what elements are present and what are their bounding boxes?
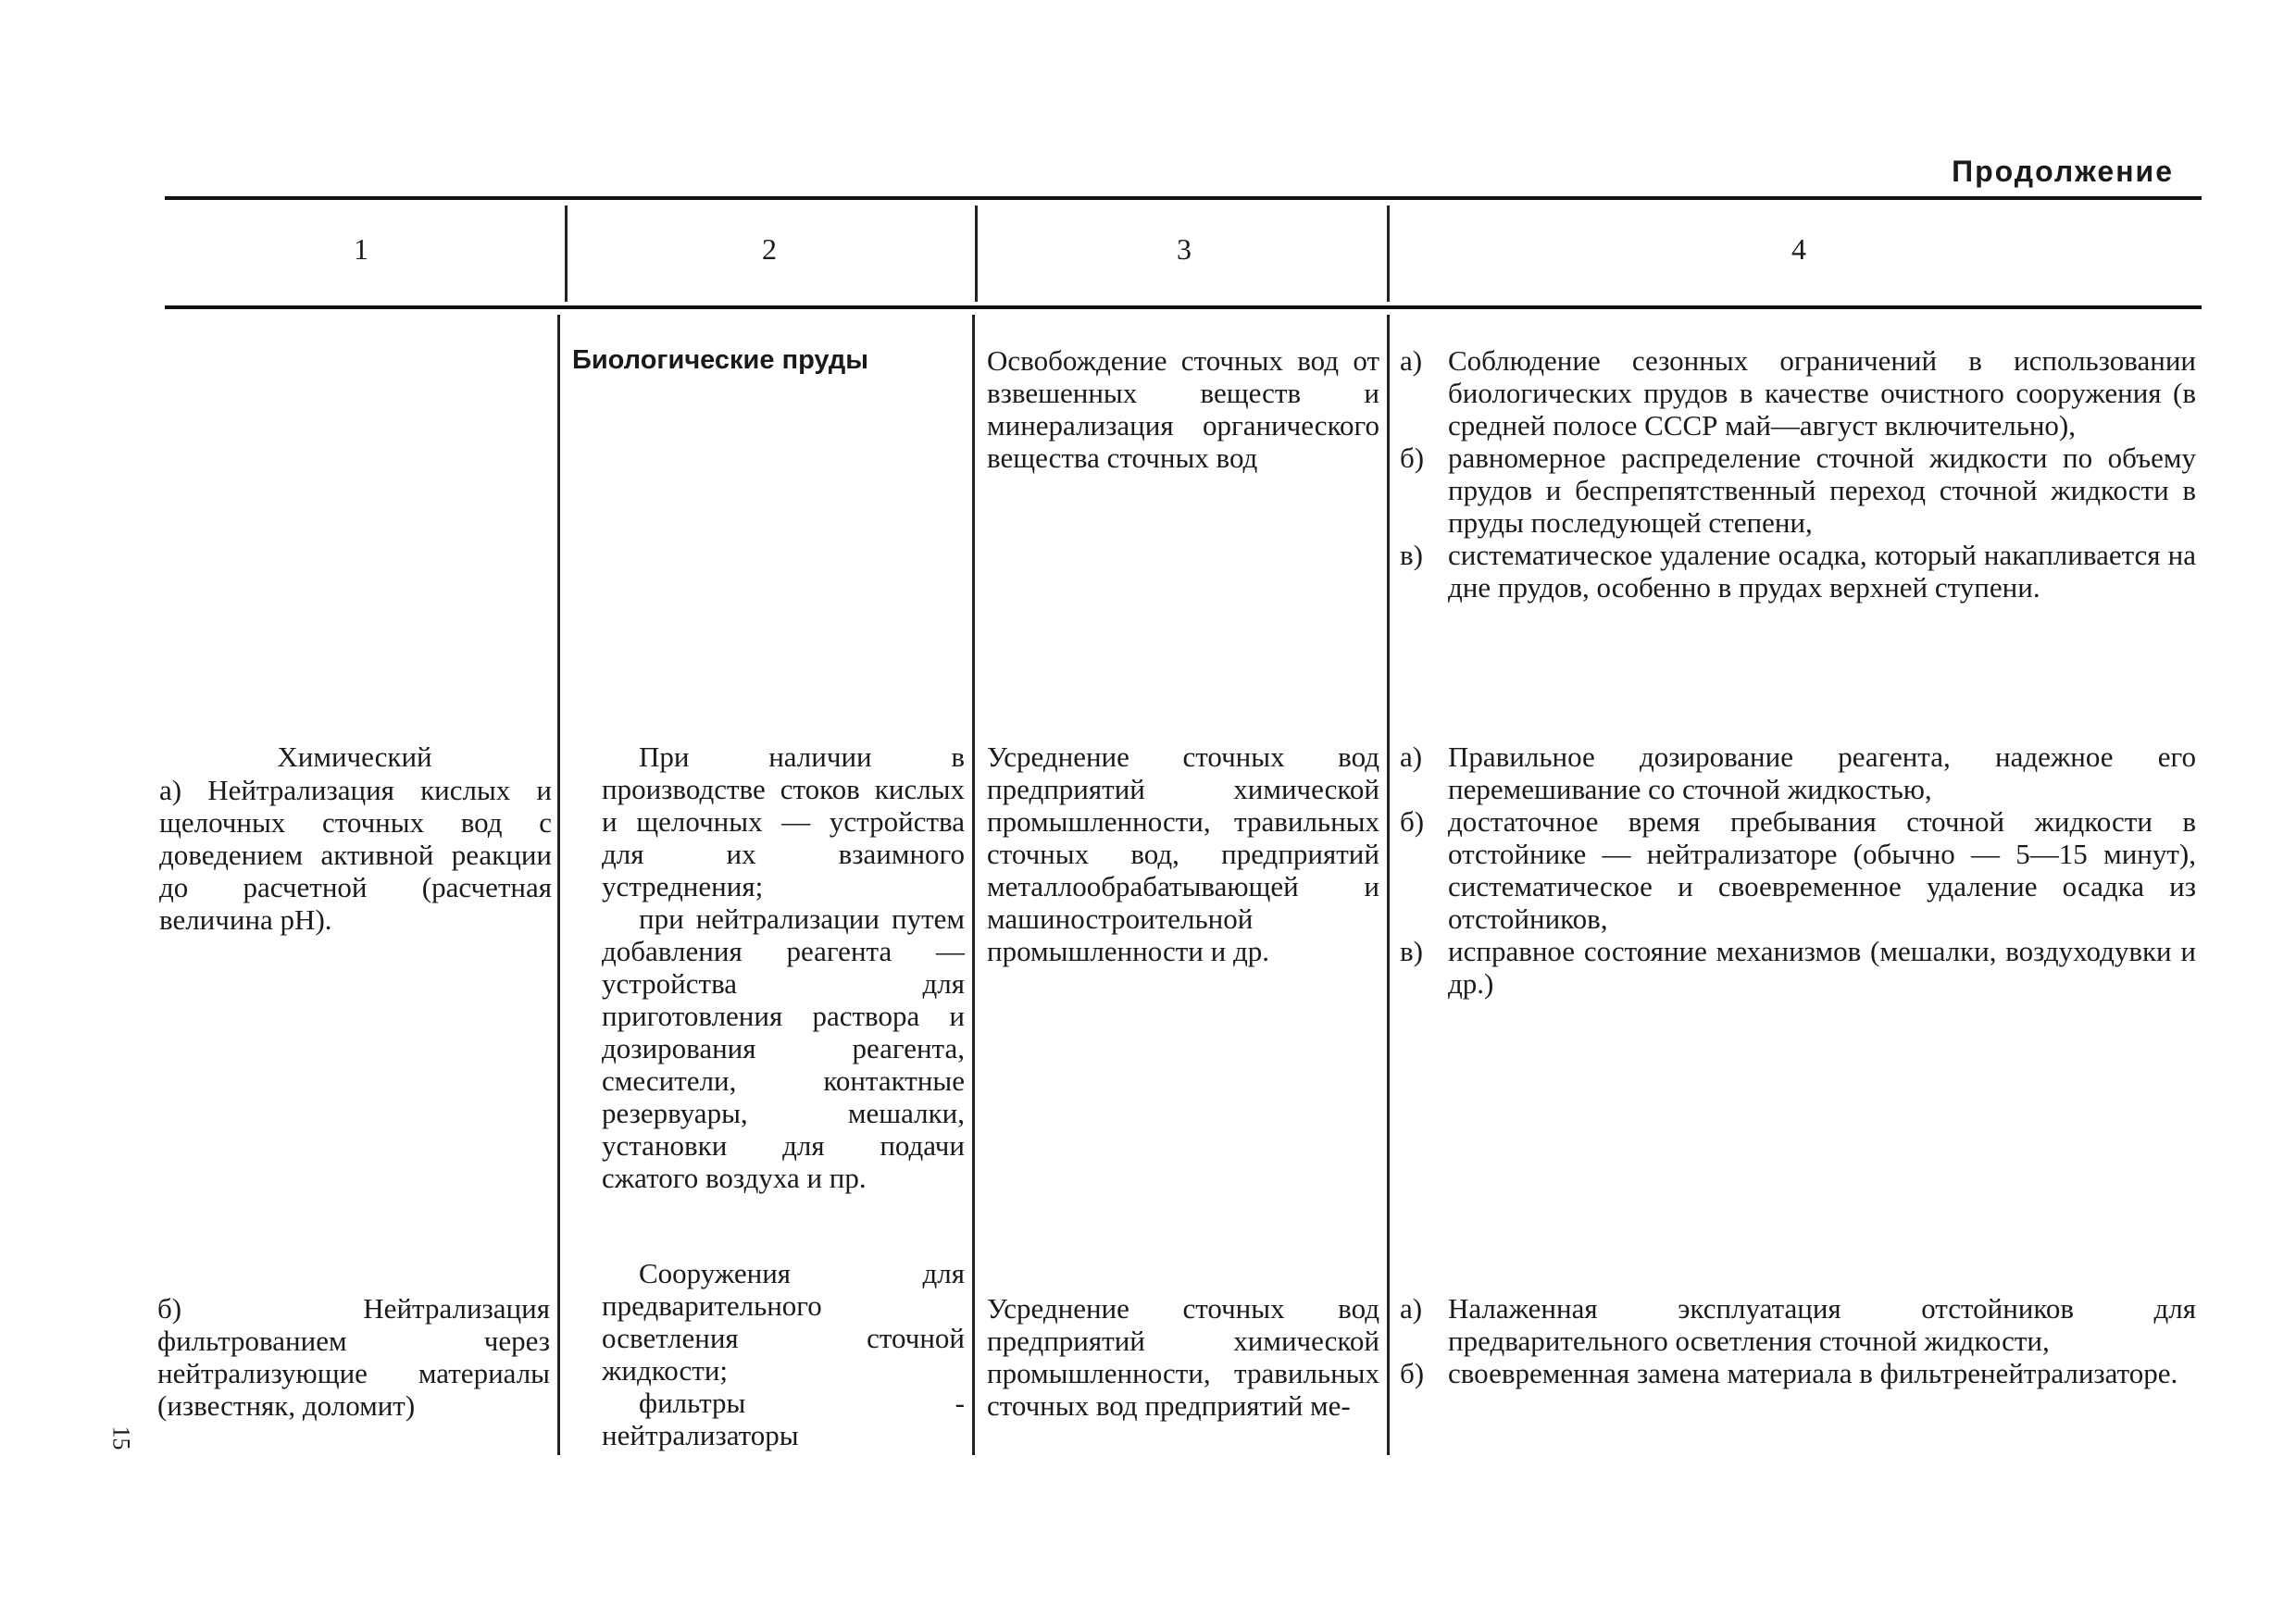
list-item: а) Налаженная эксплуатация отстойников для предварительного осветления сточной жидкости, [1400,1292,2196,1357]
row1-col2-title: Биологические пруды [572,345,868,375]
row3-col1-method: б) Нейтрализация фильтрованием через нейтрализующие материалы (известняк, доломит) [157,1292,550,1422]
column-number-2: 2 [762,232,777,266]
list-item: а) Соблюдение сезонных ограничений в использовании биологических прудов в качестве очистного сооружения (в средней полосе СССР май—август включительно), [1400,344,2196,442]
row3-col3-purpose: Усреднение сточных вод предприятий химической промышленности, травильных сточных вод предприятий ме- [987,1292,1379,1422]
row1-col3-purpose: Освобождение сточных вод от взвешенных веществ и минерализация органического вещества сточных вод [987,344,1379,474]
list-item: в) систематическое удаление осадка, который накапливается на дне прудов, особенно в прудах верхней ступени. [1400,539,2196,604]
list-item: б) достаточное время пребывания сточной жидкости в отстойнике — нейтрализаторе (обычно — 5—15 минут), систематическое и своевременное удаление осадка из отстойников, [1400,805,2196,935]
column-divider-2 [972,315,975,1455]
column-divider-3 [1387,315,1390,1455]
column-divider-1 [557,315,560,1455]
row1-col4-requirements [1400,344,2196,604]
row2-col1-method: а) Нейтрализация кислых и щелочных сточных вод с доведением активной реакции до расчетной (расчетная величина pH). [159,774,552,936]
list-item: б) равномерное распределение сточной жидкости по объему прудов и беспрепятственный переход сточной жидкости в пруды последующей степени, [1400,442,2196,539]
list-item: б) своевременная замена материала в фильтренейтрализаторе. [1400,1357,2178,1389]
row2-col4-requirements [1400,741,2196,1000]
continuation-label: Продолжение [1952,155,2174,188]
row2-col1-heading: Химический [277,741,432,773]
row3-col4-requirements [1400,1292,2196,1389]
row2-col2-para-2: при нейтрализации путем добавления реагента — устройства для приготовления раствора и дозирования реагента, смесители, контактные резервуары, мешалки, установки для подачи сжатого воздуха и пр. [602,902,965,1194]
column-number-3: 3 [1177,232,1192,266]
page-number: 15 [107,1425,135,1450]
header-divider-2 [975,205,978,302]
column-number-1: 1 [354,232,368,266]
row3-col2-equipment [602,1257,965,1451]
column-number-4: 4 [1791,232,1806,266]
row2-col3-purpose: Усреднение сточных вод предприятий химической промышленности, травильных сточных вод, предприятий металлообрабатывающей и машиностроительной промышленности и др. [987,741,1379,967]
row3-col2-para-1: Сооружения для предварительного осветления сточной жидкости; [602,1257,965,1387]
header-bottom-rule [165,305,2202,309]
row3-col2-para-2: фильтры - нейтрализаторы [602,1387,965,1451]
header-divider-3 [1387,205,1390,302]
row2-col2-para-1: При наличии в производстве стоков кислых и щелочных — устройства для их взаимного устреднения; [602,741,965,902]
list-item: а) Правильное дозирование реагента, надежное его перемешивание со сточной жидкостью, [1400,741,2196,805]
table-top-rule [165,196,2202,200]
list-item: в) исправное состояние механизмов (мешалки, воздуходувки и др.) [1400,935,2196,1000]
row2-col2-equipment [602,741,965,1194]
